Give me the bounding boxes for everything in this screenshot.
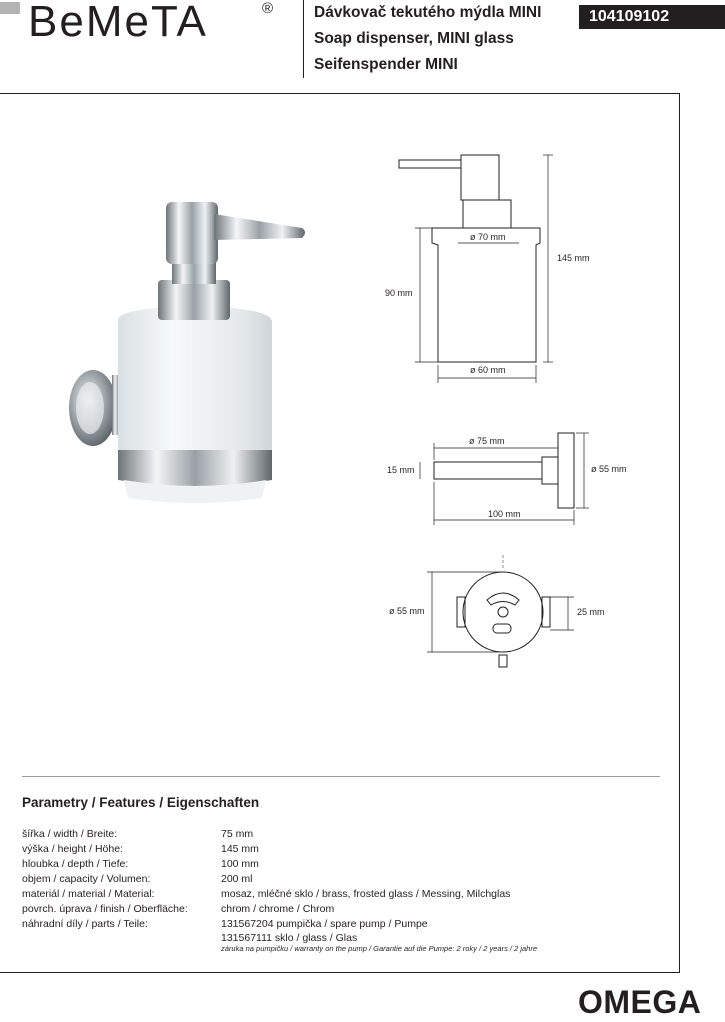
param-value: 145 mm bbox=[221, 843, 259, 855]
param-value: 131567111 sklo / glass / Glas bbox=[221, 932, 358, 944]
param-label: šířka / width / Breite: bbox=[22, 828, 118, 840]
title-en: Soap dispenser, MINI glass bbox=[314, 30, 514, 47]
dim-side-d75: ø 75 mm bbox=[469, 436, 505, 446]
params-separator bbox=[22, 776, 660, 777]
param-value: 75 mm bbox=[221, 828, 254, 840]
product-code: 104109102 bbox=[579, 5, 725, 29]
param-label: náhradní díly / parts / Teile: bbox=[22, 918, 148, 930]
params-title: Parametry / Features / Eigenschaften bbox=[22, 795, 260, 810]
dim-top-145: 145 mm bbox=[557, 253, 590, 263]
dim-base-25: 25 mm bbox=[577, 607, 605, 617]
dim-top-90: 90 mm bbox=[385, 288, 413, 298]
param-label: povrch. úprava / finish / Oberfläche: bbox=[22, 903, 188, 915]
dim-top-d60: ø 60 mm bbox=[470, 365, 506, 375]
param-label: materiál / material / Material: bbox=[22, 888, 155, 900]
registered-mark: ® bbox=[262, 0, 274, 17]
pump-collar bbox=[158, 280, 230, 320]
title-cz: Dávkovač tekutého mýdla MINI bbox=[314, 4, 542, 21]
param-value: 100 mm bbox=[221, 858, 259, 870]
brand-logo: BeMeTA bbox=[28, 0, 208, 46]
param-value: chrom / chrome / Chrom bbox=[221, 903, 335, 915]
chrome-holder-ring bbox=[118, 450, 272, 486]
dim-side-100: 100 mm bbox=[488, 509, 521, 519]
dim-top-d70: ø 70 mm bbox=[470, 232, 506, 242]
base-view-drawing bbox=[427, 555, 574, 667]
param-value: 200 ml bbox=[221, 873, 253, 885]
param-value: mosaz, mléčné sklo / brass, frosted glass / Messing, Milchglas bbox=[221, 888, 511, 900]
param-label: výška / height / Höhe: bbox=[22, 843, 123, 855]
product-photo bbox=[69, 202, 305, 503]
frosted-glass-bottle bbox=[118, 306, 272, 450]
pump-spout bbox=[214, 214, 305, 240]
warranty-note: záruka na pumpičku / warranty on the pump / Garantie auf die Pumpe: 2 roky / 2 years / 2 jahre bbox=[221, 944, 537, 953]
param-value: 131567204 pumpička / spare pump / Pumpe bbox=[221, 918, 428, 930]
param-label: hloubka / depth / Tiefe: bbox=[22, 858, 129, 870]
dim-base-d55: ø 55 mm bbox=[389, 606, 425, 616]
pump-head bbox=[166, 202, 218, 264]
title-de: Seifenspender MINI bbox=[314, 56, 458, 73]
front-view-drawing bbox=[399, 155, 553, 383]
param-label: objem / capacity / Volumen: bbox=[22, 873, 151, 885]
dim-side-15: 15 mm bbox=[387, 465, 415, 475]
series-name: OMEGA bbox=[578, 984, 702, 1020]
dim-side-d55: ø 55 mm bbox=[591, 464, 627, 474]
